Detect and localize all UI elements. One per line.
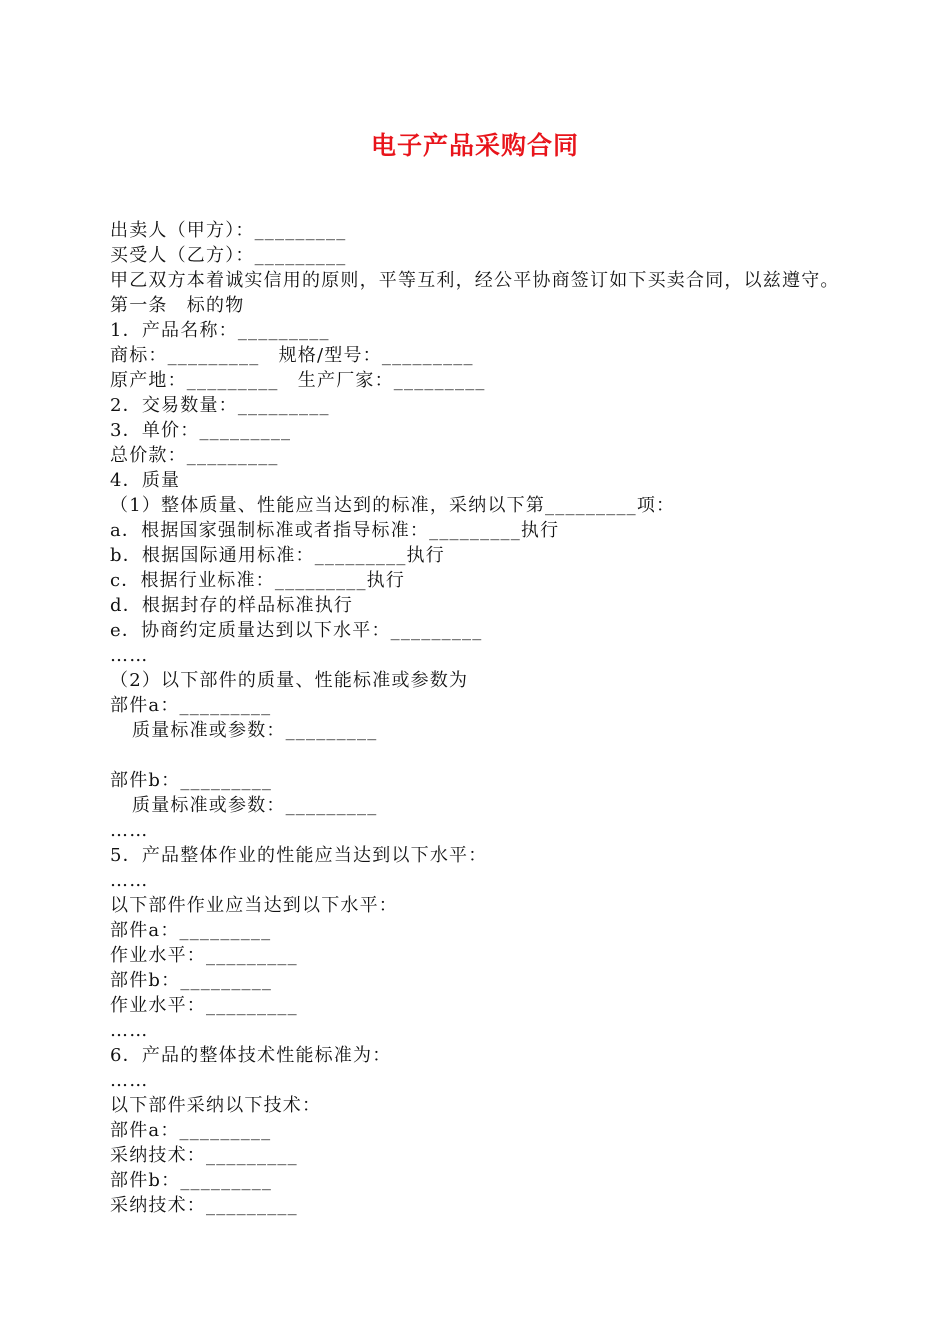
ellipsis: …… xyxy=(110,1070,149,1091)
technology-line: 采纳技术：_________ xyxy=(110,1145,298,1166)
ellipsis: …… xyxy=(110,645,149,666)
blank-line xyxy=(110,743,870,768)
parts-technology-heading: 以下部件采纳以下技术： xyxy=(110,1095,322,1116)
ellipsis: …… xyxy=(110,870,149,891)
document-title: 电子产品采购合同 xyxy=(370,131,579,160)
parts-performance-heading: 以下部件作业应当达到以下水平： xyxy=(110,895,398,916)
article-one-heading: 第一条 标的物 xyxy=(110,295,245,316)
product-name-line: 1．产品名称：_________ xyxy=(110,320,330,341)
ellipsis: …… xyxy=(110,1020,149,1041)
seller-line: 出卖人（甲方）：_________ xyxy=(110,220,347,241)
quantity-line: 2．交易数量：_________ xyxy=(110,395,330,416)
part-b-line: 部件b：_________ xyxy=(110,1170,273,1191)
quality-heading: 4．质量 xyxy=(110,470,181,491)
quality-option-a: a．根据国家强制标准或者指导标准：_________执行 xyxy=(110,520,560,541)
part-b-line: 部件b：_________ xyxy=(110,970,273,991)
technical-standard-heading: 6．产品的整体技术性能标准为： xyxy=(110,1045,392,1066)
technology-line: 采纳技术：_________ xyxy=(110,1195,298,1216)
quality-option-c: c．根据行业标准：_________执行 xyxy=(110,570,406,591)
brand-model-line: 商标：_________ 规格/型号：_________ xyxy=(110,345,474,366)
preamble-paragraph: 甲乙双方本着诚实信用的原则，平等互利，经公平协商签订如下买卖合同，以兹遵守。 xyxy=(110,270,840,291)
buyer-line: 买受人（乙方）：_________ xyxy=(110,245,347,266)
part-a-standard-line: 质量标准或参数：_________ xyxy=(132,720,378,741)
ellipsis: …… xyxy=(110,820,149,841)
unit-price-line: 3．单价：_________ xyxy=(110,420,292,441)
total-price-line: 总价款：_________ xyxy=(110,445,279,466)
part-a-line: 部件a：_________ xyxy=(110,1120,272,1141)
performance-heading: 5．产品整体作业的性能应当达到以下水平： xyxy=(110,845,488,866)
performance-level-line: 作业水平：_________ xyxy=(110,995,298,1016)
performance-level-line: 作业水平：_________ xyxy=(110,945,298,966)
quality-standard-line: （1）整体质量、性能应当达到的标准，采纳以下第_________项： xyxy=(110,495,676,516)
part-b-line: 部件b：_________ xyxy=(110,770,273,791)
quality-option-d: d．根据封存的样品标准执行 xyxy=(110,595,354,616)
part-a-line: 部件a：_________ xyxy=(110,695,272,716)
part-b-standard-line: 质量标准或参数：_________ xyxy=(132,795,378,816)
part-a-line: 部件a：_________ xyxy=(110,920,272,941)
quality-option-b: b．根据国际通用标准：_________执行 xyxy=(110,545,445,566)
parts-quality-heading: （2）以下部件的质量、性能标准或参数为 xyxy=(110,670,469,691)
origin-manufacturer-line: 原产地：_________ 生产厂家：_________ xyxy=(110,370,486,391)
quality-option-e: e．协商约定质量达到以下水平：_________ xyxy=(110,620,483,641)
contract-body xyxy=(110,218,870,1218)
